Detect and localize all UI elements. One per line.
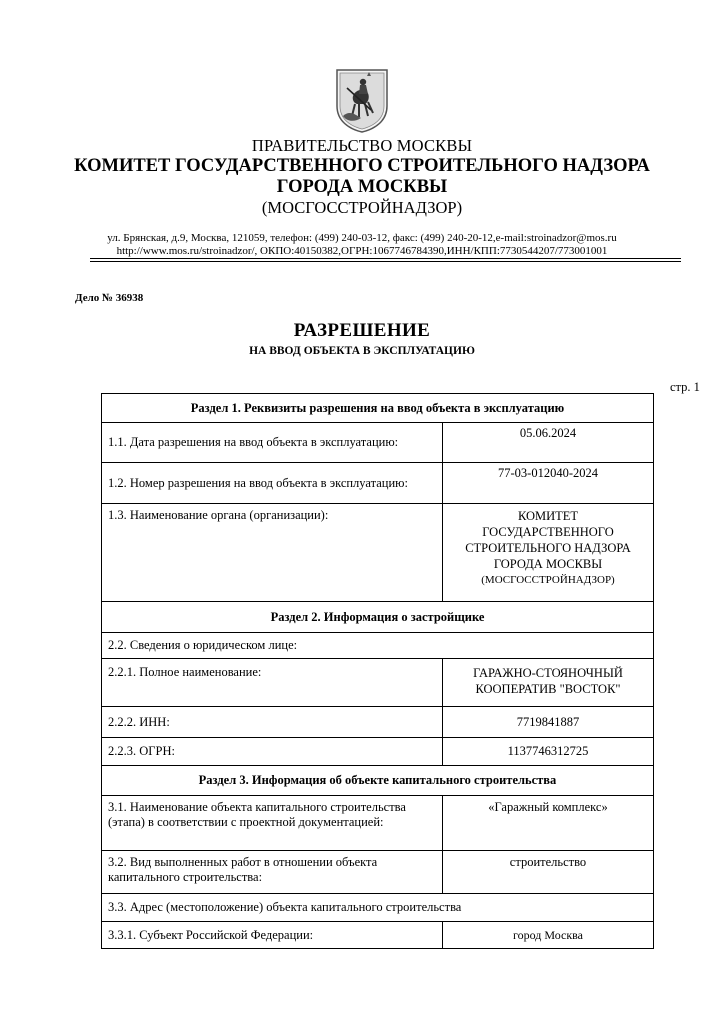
- table-row: [102, 894, 654, 922]
- table-row: [102, 738, 654, 766]
- case-number: Дело № 36938: [75, 292, 144, 304]
- moscow-coat-of-arms-icon: [333, 66, 391, 134]
- section-1-header-row: [102, 394, 654, 423]
- document-title: РАЗРЕШЕНИЕ: [293, 320, 431, 341]
- permit-table: [101, 393, 654, 949]
- committee-short-name: (МОСГОССТРОЙНАДЗОР): [261, 198, 463, 217]
- table-row: [102, 922, 654, 949]
- section-2-header-row: [102, 602, 654, 633]
- work-type-label: 3.2. Вид выполненных работ в отношении объекта капитального строительства:: [102, 851, 443, 894]
- object-address-label: 3.3. Адрес (местоположение) объекта капитального строительства: [102, 894, 654, 922]
- section-1-title: Раздел 1. Реквизиты разрешения на ввод объекта в эксплуатацию: [102, 394, 654, 423]
- table-row: [102, 633, 654, 659]
- header-divider-thick: [90, 258, 681, 259]
- government-name: ПРАВИТЕЛЬСТВО МОСКВЫ: [251, 136, 473, 155]
- permit-date-label: 1.1. Дата разрешения на ввод объекта в эксплуатацию:: [102, 423, 443, 463]
- federal-subject-label: 3.3.1. Субъект Российской Федерации:: [102, 922, 443, 949]
- contacts-registry-line: http://www.mos.ru/stroinadzor/, ОКПО:40150382,ОГРН:1067746784390,ИНН/КПП:7730544207/773001001: [116, 245, 608, 257]
- object-name-value: «Гаражный комплекс»: [443, 796, 654, 851]
- committee-name: [0, 156, 724, 198]
- issuing-authority-line: КОМИТЕТ: [517, 509, 579, 523]
- table-row: [102, 707, 654, 738]
- full-name-label: 2.2.1. Полное наименование:: [102, 659, 443, 707]
- section-3-title: Раздел 3. Информация об объекте капитального строительства: [102, 766, 654, 796]
- table-row: [102, 423, 654, 463]
- permit-date-value: 05.06.2024: [443, 423, 654, 463]
- full-name-line: ГАРАЖНО-СТОЯНОЧНЫЙ: [473, 666, 623, 680]
- table-row: [102, 796, 654, 851]
- committee-name-line2: ГОРОДА МОСКВЫ: [276, 177, 448, 197]
- issuing-authority-value: [443, 504, 654, 602]
- page-number: стр. 1: [670, 380, 700, 394]
- permit-number-value: 77-03-012040-2024: [443, 463, 654, 504]
- issuing-authority-line: СТРОИТЕЛЬНОГО НАДЗОРА: [465, 541, 631, 555]
- contacts-address-line: ул. Брянская, д.9, Москва, 121059, телефон: (499) 240-03-12, факс: (499) 240-20-12,e-mail:stroinadzor@mos.ru: [107, 232, 617, 244]
- contacts-block: [60, 232, 664, 258]
- federal-subject-value: город Москва: [443, 922, 654, 949]
- section-2-title: Раздел 2. Информация о застройщике: [102, 602, 654, 633]
- table-row: [102, 463, 654, 504]
- issuing-authority-line: ГОСУДАРСТВЕННОГО: [482, 525, 614, 539]
- issuing-authority-line: (МОСГОССТРОЙНАДЗОР): [481, 574, 615, 586]
- object-name-label: 3.1. Наименование объекта капитального строительства (этапа) в соответствии с проектной документацией:: [102, 796, 443, 851]
- full-name-line: КООПЕРАТИВ "ВОСТОК": [475, 682, 621, 696]
- header-divider-thin: [90, 261, 681, 262]
- permit-number-label: 1.2. Номер разрешения на ввод объекта в эксплуатацию:: [102, 463, 443, 504]
- section-3-header-row: [102, 766, 654, 796]
- full-name-value: [443, 659, 654, 707]
- issuing-authority-line: ГОРОДА МОСКВЫ: [493, 557, 603, 571]
- legal-entity-info-label: 2.2. Сведения о юридическом лице:: [102, 633, 654, 659]
- table-row: [102, 659, 654, 707]
- ogrn-label: 2.2.3. ОГРН:: [102, 738, 443, 766]
- committee-name-line1: КОМИТЕТ ГОСУДАРСТВЕННОГО СТРОИТЕЛЬНОГО НАДЗОРА: [74, 156, 650, 176]
- inn-label: 2.2.2. ИНН:: [102, 707, 443, 738]
- inn-value: 7719841887: [443, 707, 654, 738]
- issuing-authority-label: 1.3. Наименование органа (организации):: [102, 504, 443, 602]
- table-row: [102, 504, 654, 602]
- work-type-value: строительство: [443, 851, 654, 894]
- table-row: [102, 851, 654, 894]
- document-subtitle: НА ВВОД ОБЪЕКТА В ЭКСПЛУАТАЦИЮ: [249, 345, 475, 357]
- ogrn-value: 1137746312725: [443, 738, 654, 766]
